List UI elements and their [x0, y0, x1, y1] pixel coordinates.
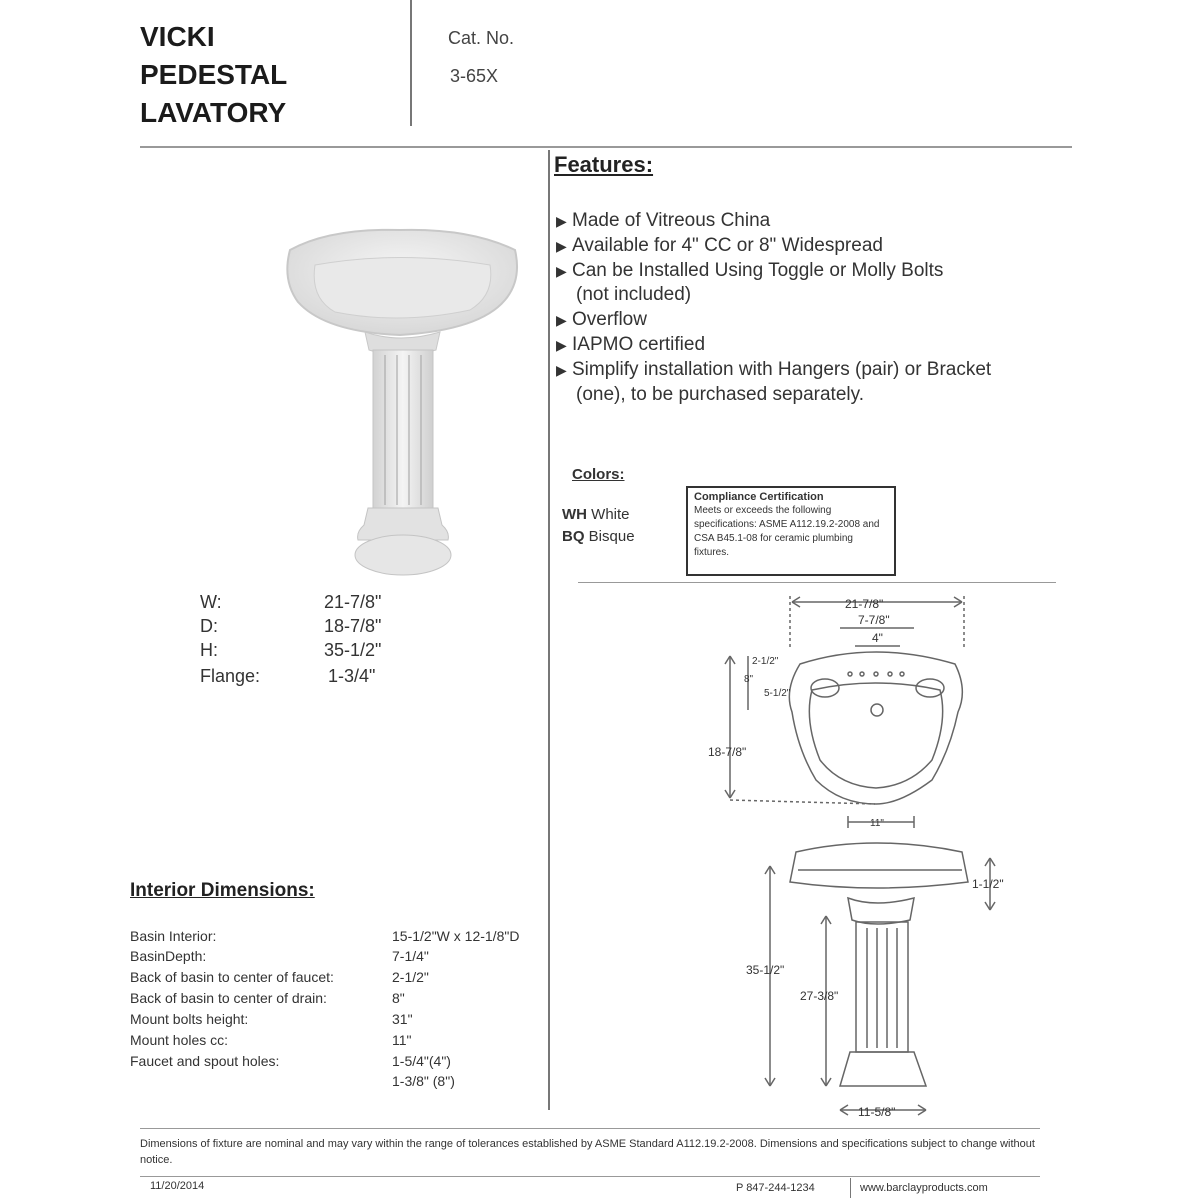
bullet-arrow-icon: ▶	[556, 263, 567, 279]
features-heading: Features:	[554, 152, 654, 177]
dim-w-value: 21-7/8"	[324, 592, 382, 612]
technical-drawing	[700, 590, 1020, 1120]
footer-rule	[140, 1128, 1040, 1129]
footer-disclaimer: Dimensions of fixture are nominal and may vary within the range of tolerances established by ASME Standard A112.19.2-2008. Dimensions and specifications subject to change without notice.	[140, 1138, 1035, 1166]
label-top-cc: 4"	[872, 631, 883, 645]
feature-item: ▶ Available for 4" CC or 8" Widespread	[556, 233, 883, 259]
color-option-white: WH White	[562, 506, 630, 523]
product-title	[140, 18, 287, 132]
cat-no-label: Cat. No.	[448, 28, 515, 48]
bullet-arrow-icon: ▶	[556, 238, 567, 254]
cert-title: Compliance Certification	[694, 491, 824, 503]
footer-divider	[850, 1178, 851, 1198]
bullet-arrow-icon: ▶	[556, 362, 567, 378]
label-front-bolt: 27-3/8"	[800, 989, 839, 1003]
feature-item: ▶ IAPMO certified	[556, 332, 705, 358]
drawing-rule	[578, 582, 1056, 583]
bullet-arrow-icon: ▶	[556, 312, 567, 328]
feature-item-continued: (one), to be purchased separately.	[576, 384, 864, 405]
label-top-inner: 7-7/8"	[858, 613, 890, 627]
color-option-bisque: BQ Bisque	[562, 528, 635, 545]
dim-d-value: 18-7/8"	[324, 616, 382, 636]
label-left-c: 5-1/2"	[764, 688, 791, 699]
title-line-3: LAVATORY	[140, 97, 287, 128]
bullet-arrow-icon: ▶	[556, 213, 567, 229]
dim-flange-label: Flange:	[200, 666, 261, 686]
feature-item: ▶ Overflow	[556, 307, 647, 333]
cat-no-value: 3-65X	[450, 66, 499, 86]
footer-website: www.barclayproducts.com	[860, 1182, 988, 1194]
bullet-arrow-icon: ▶	[556, 337, 567, 353]
compliance-certification-box	[686, 486, 896, 576]
header-rule	[140, 146, 1072, 148]
label-front-total: 35-1/2"	[746, 963, 785, 977]
dim-d-label: D:	[200, 616, 218, 636]
column-divider	[548, 150, 550, 1110]
colors-heading: Colors:	[572, 466, 625, 483]
feature-item: ▶ Simplify installation with Hangers (pair) or Bracket	[556, 357, 991, 383]
label-left-a: 2-1/2"	[752, 656, 779, 667]
footer-rule-bottom	[140, 1176, 1040, 1177]
feature-item: ▶ Made of Vitreous China	[556, 208, 770, 234]
label-front-flange: 1-1/2"	[972, 877, 1004, 891]
dim-flange-value: 1-3/4"	[328, 666, 376, 686]
label-depth: 18-7/8"	[708, 745, 747, 759]
cert-text: Meets or exceeds the following specifications: ASME A112.19.2-2008 and CSA B45.1-08 for ceramic plumbing fixtures.	[694, 505, 880, 558]
header-divider	[410, 0, 412, 126]
label-left-b: 8"	[744, 674, 754, 685]
label-front-base: 11-5/8"	[858, 1105, 896, 1119]
interior-dimensions-heading: Interior Dimensions:	[130, 880, 315, 901]
footer-phone: P 847-244-1234	[736, 1182, 815, 1194]
product-image	[270, 220, 540, 590]
dim-w-label: W:	[200, 592, 222, 612]
title-line-2: PEDESTAL	[140, 59, 288, 90]
title-line-1: VICKI	[140, 21, 215, 52]
footer-date: 11/20/2014	[150, 1180, 205, 1192]
feature-item: ▶ Can be Installed Using Toggle or Molly Bolts	[556, 258, 943, 284]
dim-h-value: 35-1/2"	[324, 640, 382, 660]
label-front-top: 11"	[870, 818, 884, 829]
feature-item-continued: (not included)	[576, 284, 692, 305]
dim-h-label: H:	[200, 640, 218, 660]
label-top-width: 21-7/8"	[845, 597, 884, 611]
